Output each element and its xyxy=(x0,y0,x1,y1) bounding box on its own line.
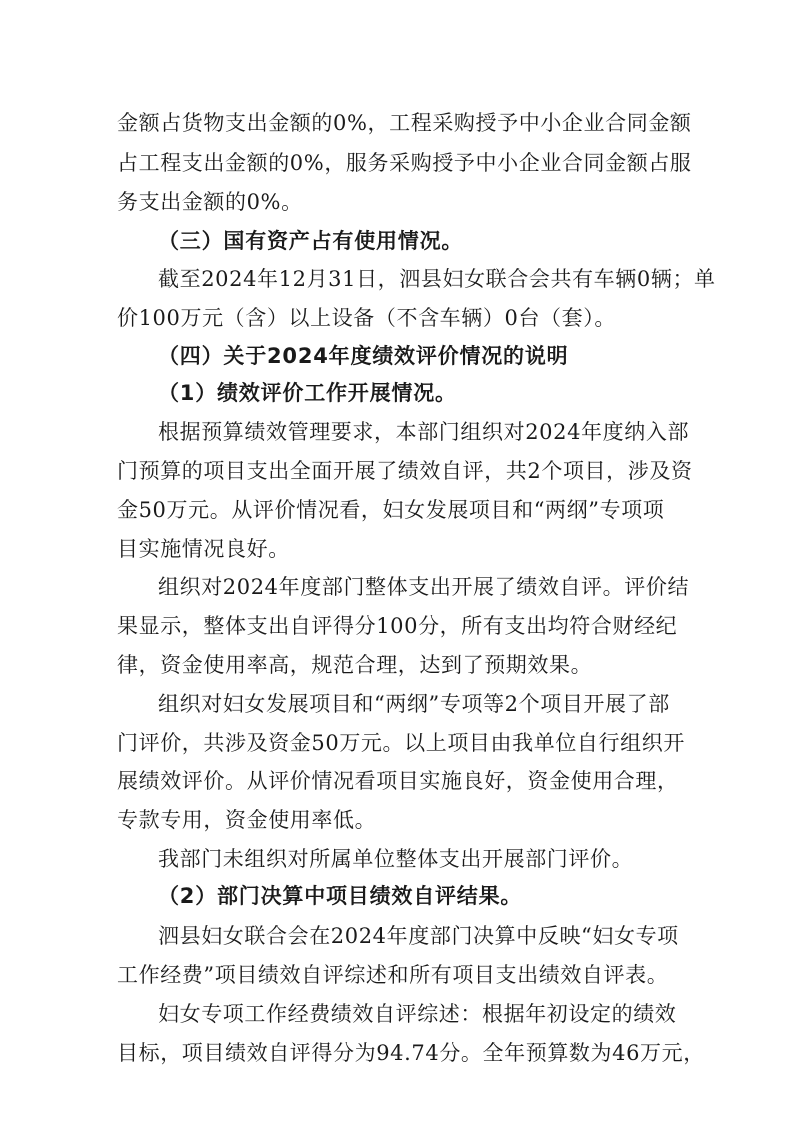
paragraph-line: 组织对妇女发展项目和“两纲”专项等2个项目开展了部 xyxy=(158,692,670,716)
paragraph-line: 门预算的项目支出全面开展了绩效自评，共2个项目，涉及资 xyxy=(117,459,693,483)
paragraph-line: 目实施情况良好。 xyxy=(117,537,290,561)
paragraph-line: 工作经费”项目绩效自评综述和所有项目支出绩效自评表。 xyxy=(117,963,669,987)
paragraph-line: 果显示，整体支出自评得分100分，所有支出均符合财经纪 xyxy=(117,614,678,638)
paragraph-line: 根据预算绩效管理要求，本部门组织对2024年度纳入部 xyxy=(158,420,690,444)
paragraph-line: 展绩效评价。从评价情况看项目实施良好，资金使用合理， xyxy=(117,769,679,793)
paragraph-line: 务支出金额的0%。 xyxy=(117,190,303,214)
paragraph-line: 价100万元（含）以上设备（不含车辆）0台（套）。 xyxy=(117,306,616,330)
paragraph-line: 目标，项目绩效自评得分为94.74分。全年预算数为46万元， xyxy=(117,1041,705,1065)
paragraph-line: 金额占货物支出金额的0%，工程采购授予中小企业合同金额 xyxy=(117,111,692,135)
paragraph-line: 占工程支出金额的0%，服务采购授予中小企业合同金额占服 xyxy=(117,151,692,175)
paragraph-line: 妇女专项工作经费绩效自评综述：根据年初设定的绩效 xyxy=(158,1002,677,1026)
paragraph-line: 组织对2024年度部门整体支出开展了绩效自评。评价结 xyxy=(158,575,690,599)
section-heading: （三）国有资产占有使用情况。 xyxy=(158,229,464,253)
paragraph-line: 专款专用，资金使用率低。 xyxy=(117,808,377,832)
subsection-heading: （1）绩效评价工作开展情况。 xyxy=(158,381,457,405)
subsection-heading: （2）部门决算中项目绩效自评结果。 xyxy=(158,884,523,908)
paragraph-line: 泗县妇女联合会在2024年度部门决算中反映“妇女专项 xyxy=(158,924,679,948)
paragraph-line: 截至2024年12月31日，泗县妇女联合会共有车辆0辆；单 xyxy=(158,267,716,291)
paragraph-line: 金50万元。从评价情况看，妇女发展项目和“两纲”专项项 xyxy=(117,498,665,522)
section-heading: （四）关于2024年度绩效评价情况的说明 xyxy=(158,344,569,368)
paragraph-line: 律，资金使用率高，规范合理，达到了预期效果。 xyxy=(117,653,593,677)
paragraph-line: 门评价，共涉及资金50万元。以上项目由我单位自行组织开 xyxy=(117,731,685,755)
paragraph-line: 我部门未组织对所属单位整体支出开展部门评价。 xyxy=(158,847,634,871)
